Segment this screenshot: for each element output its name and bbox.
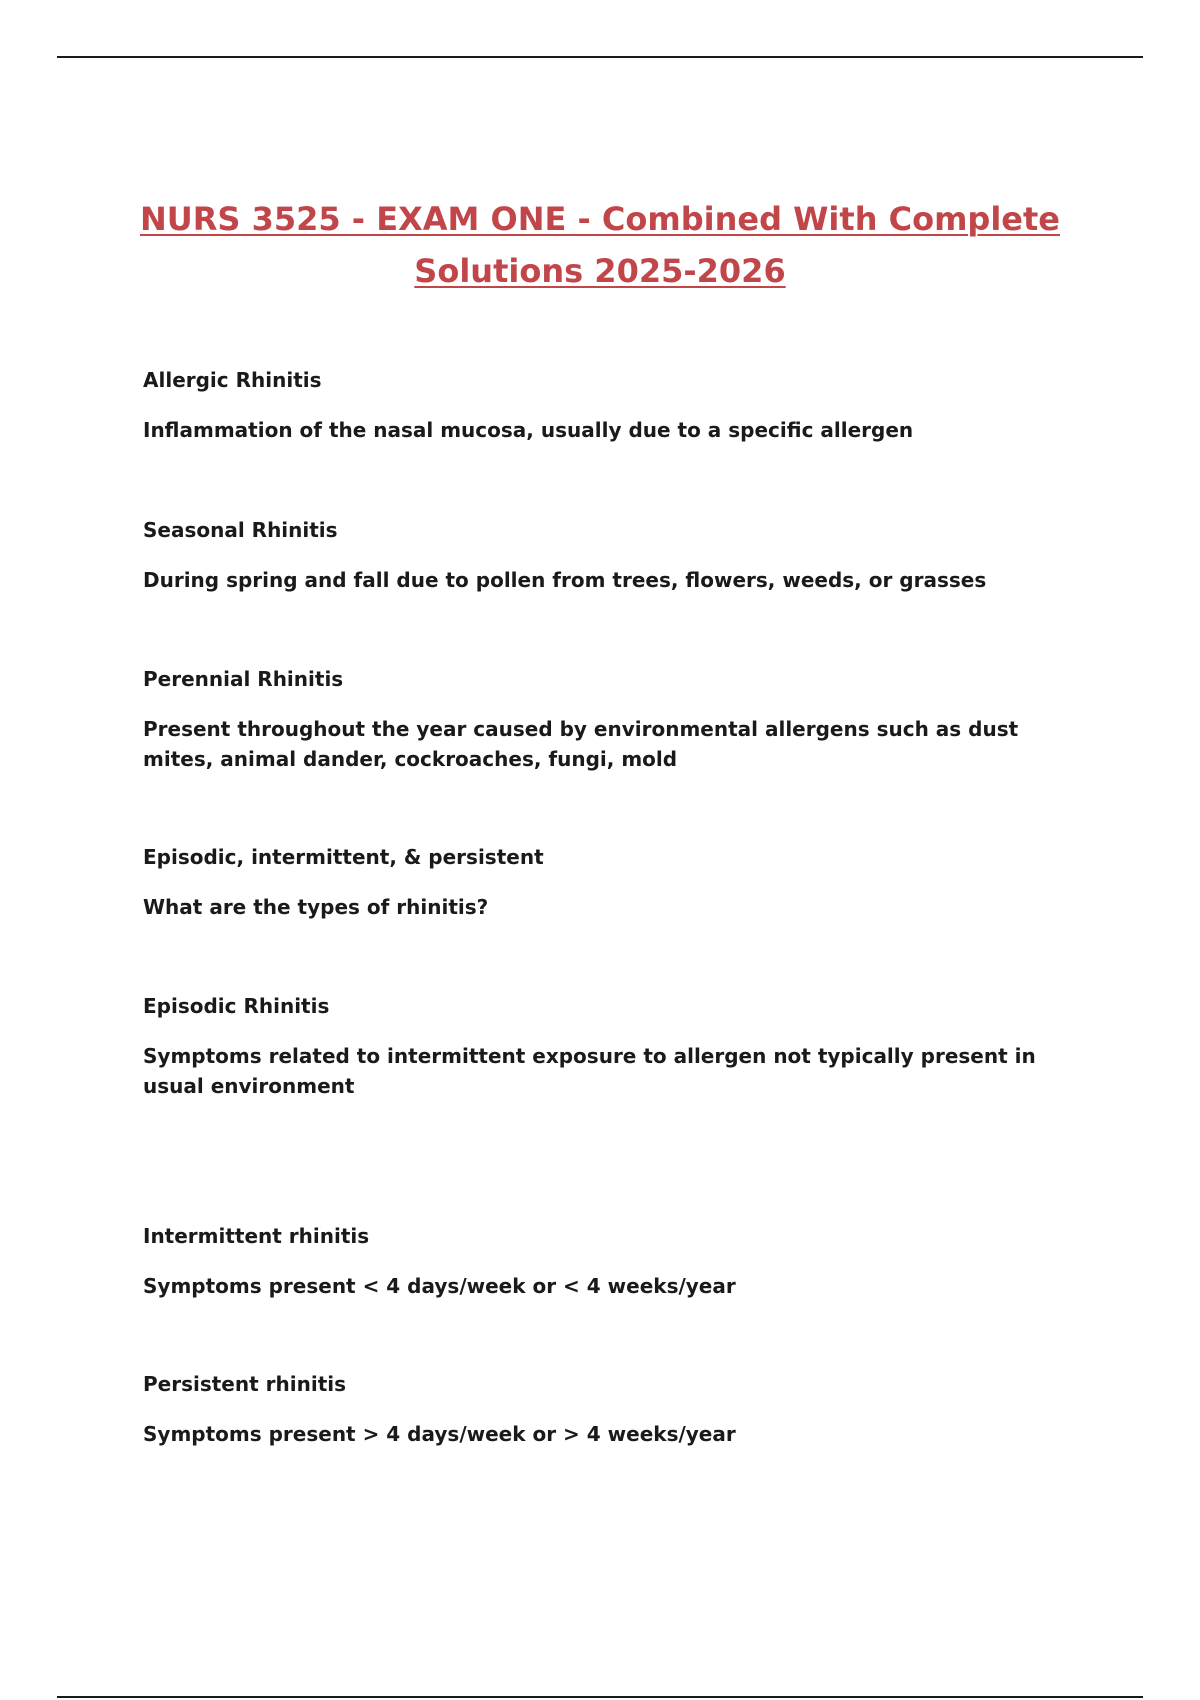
definition: During spring and fall due to pollen from trees, flowers, weeds, or grasses <box>143 568 987 592</box>
definition: Symptoms related to intermittent exposure to allergen not typically present in usual environment <box>143 1044 1036 1098</box>
top-rule <box>57 56 1143 58</box>
document-title-line1: NURS 3525 - EXAM ONE - Combined With Complete <box>140 200 1060 238</box>
definition: What are the types of rhinitis? <box>143 895 489 919</box>
term: Intermittent rhinitis <box>143 1224 370 1248</box>
term: Seasonal Rhinitis <box>143 518 338 542</box>
term: Episodic, intermittent, & persistent <box>143 845 544 869</box>
term: Allergic Rhinitis <box>143 368 322 392</box>
flashcard-entry-persistent-rhinitis <box>143 1370 1073 1449</box>
document-title-line2: Solutions 2025-2026 <box>414 252 786 290</box>
term: Episodic Rhinitis <box>143 994 330 1018</box>
flashcard-entry-allergic-rhinitis <box>143 366 1073 445</box>
term: Perennial Rhinitis <box>143 667 344 691</box>
definition: Present throughout the year caused by environmental allergens such as dust mites, animal dander, cockroaches, fungi, mold <box>143 717 1019 771</box>
flashcard-entry-perennial-rhinitis <box>143 665 1073 774</box>
flashcard-entry-intermittent-rhinitis <box>143 1222 1073 1301</box>
flashcard-entry-seasonal-rhinitis <box>143 516 1073 595</box>
term: Persistent rhinitis <box>143 1372 347 1396</box>
document-title <box>100 193 1100 297</box>
flashcard-entry-types-of-rhinitis <box>143 843 1073 922</box>
bottom-rule <box>57 1696 1143 1698</box>
definition: Symptoms present < 4 days/week or < 4 weeks/year <box>143 1274 736 1298</box>
flashcard-entry-episodic-rhinitis <box>143 992 1073 1101</box>
definition: Symptoms present > 4 days/week or > 4 weeks/year <box>143 1422 736 1446</box>
definition: Inflammation of the nasal mucosa, usually due to a specific allergen <box>143 418 914 442</box>
